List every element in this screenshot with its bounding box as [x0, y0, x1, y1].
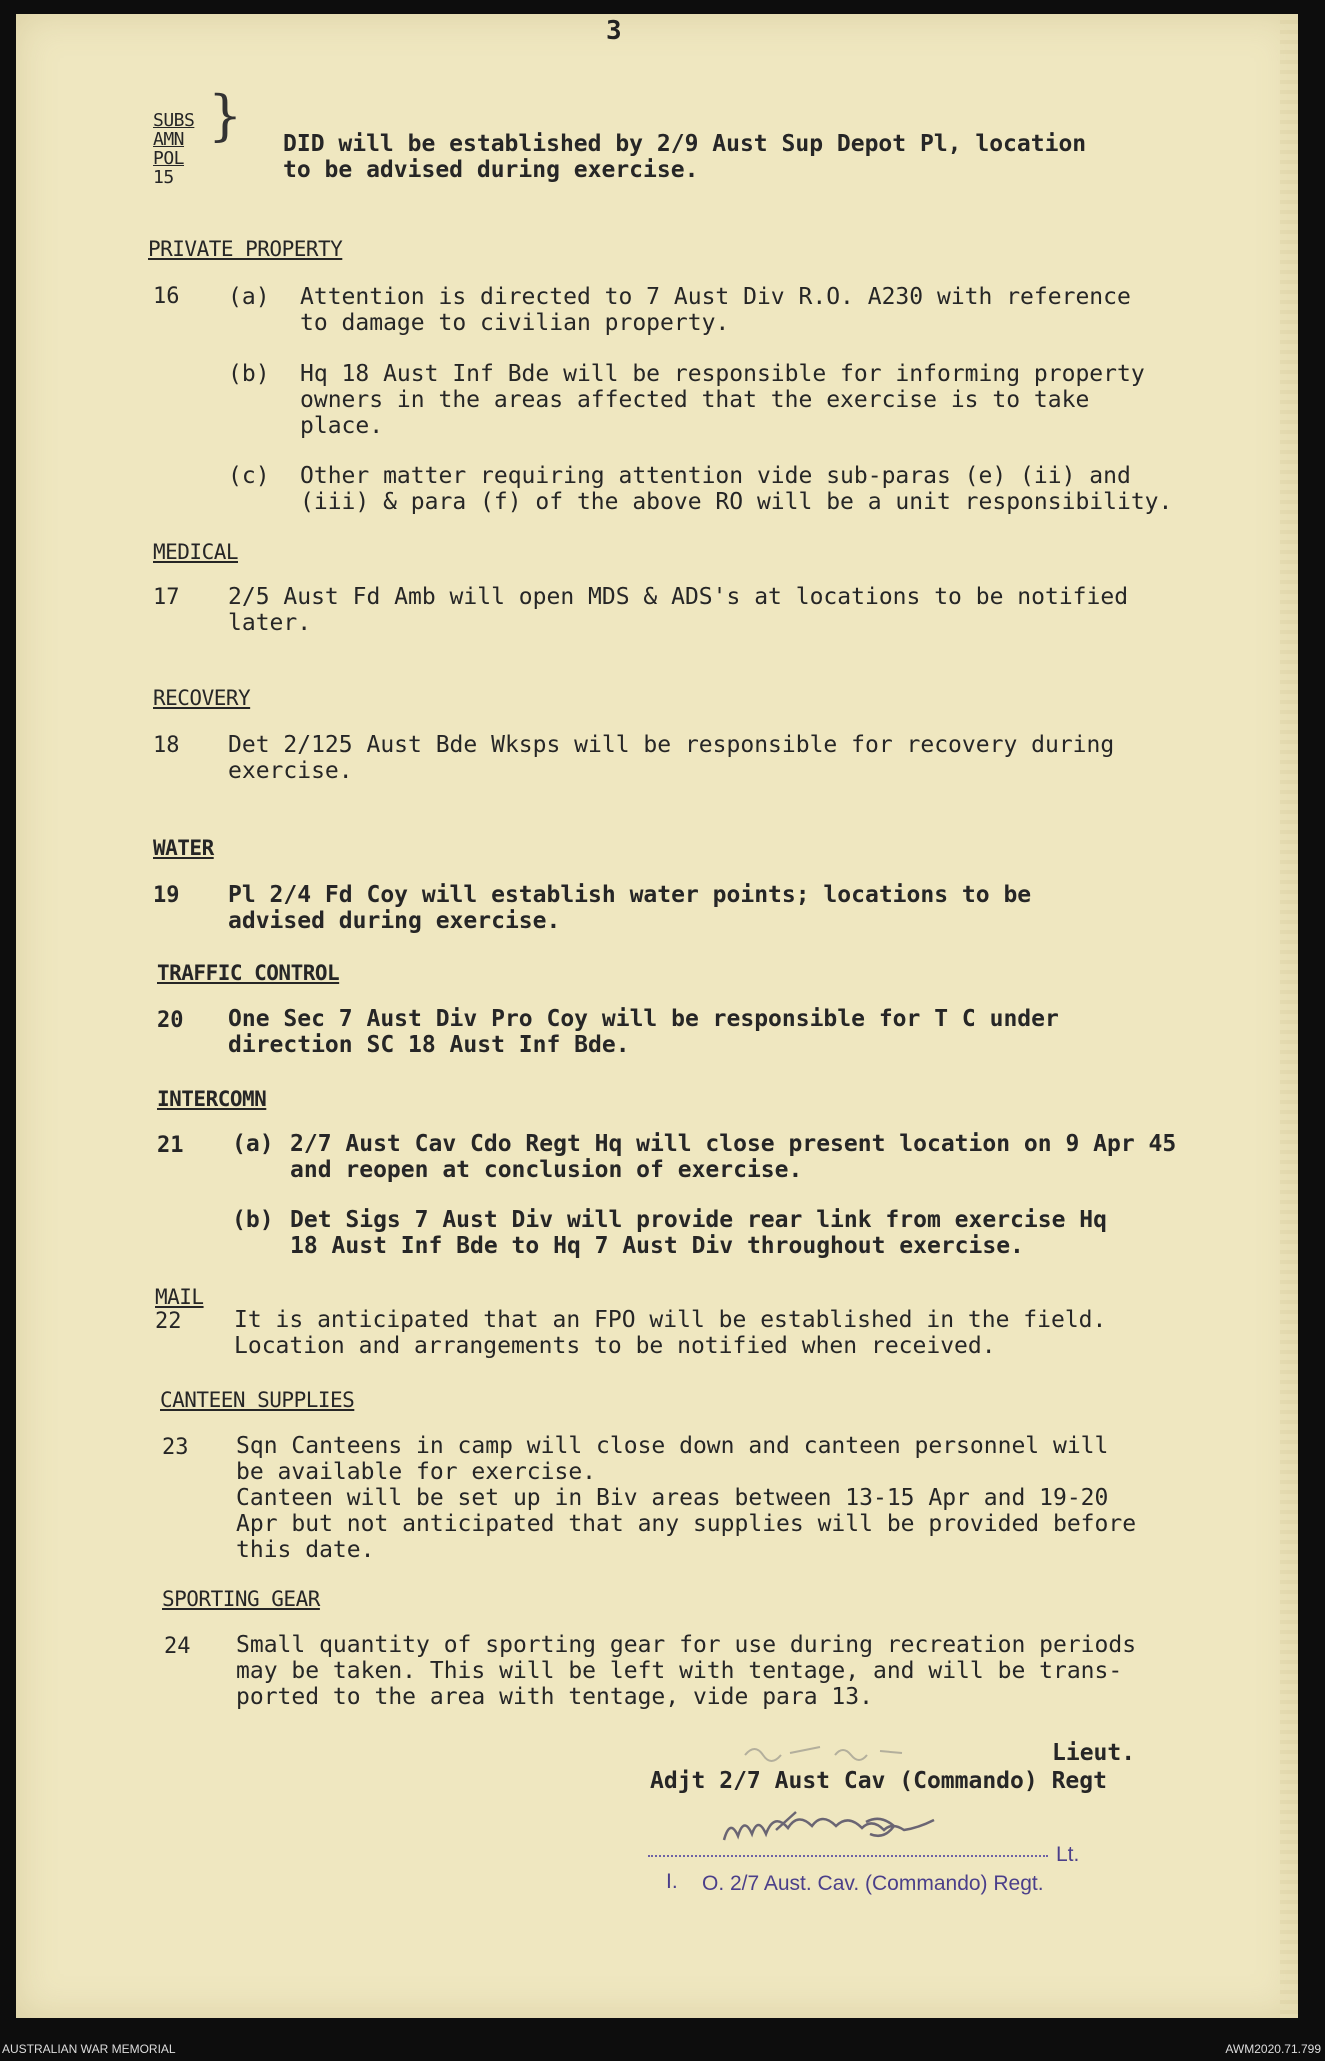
para-18-line-2: exercise. — [228, 758, 353, 784]
signature-appointment: Adjt 2/7 Aust Cav (Commando) Regt — [650, 1768, 1107, 1794]
heading-sporting-gear: SPORTING GEAR — [162, 1587, 320, 1611]
footer-left: AUSTRALIAN WAR MEMORIAL — [2, 2042, 176, 2056]
heading-mail: MAIL — [155, 1285, 204, 1309]
handwritten-signature — [716, 1800, 966, 1860]
faint-signature — [740, 1735, 1000, 1765]
subs-margin-3: POL — [153, 148, 185, 169]
para-16a-line-2: to damage to civilian property. — [300, 310, 730, 336]
para-24-line-2: may be taken. This will be left with tentage, and will be trans- — [236, 1658, 1123, 1684]
subs-margin-2: AMN — [153, 129, 185, 150]
para-19-line-2: advised during exercise. — [228, 908, 561, 934]
footer-right: AWM2020.71.799 — [1225, 2042, 1321, 2056]
para-number-16: 16 — [153, 284, 180, 309]
para-24-line-3: ported to the area with tentage, vide para 13. — [236, 1684, 873, 1710]
para-23-line-2: be available for exercise. — [236, 1459, 597, 1485]
para-20-line-2: direction SC 18 Aust Inf Bde. — [228, 1032, 630, 1058]
sub-label-16a: (a) — [228, 284, 270, 310]
para-16c-line-1: Other matter requiring attention vide sub-paras (e) (ii) and — [300, 463, 1131, 489]
para-16a-line-1: Attention is directed to 7 Aust Div R.O. A230 with reference — [300, 284, 1131, 310]
para-21a-line-2: and reopen at conclusion of exercise. — [290, 1157, 803, 1183]
para-number-20: 20 — [157, 1008, 184, 1033]
para-number-23: 23 — [162, 1435, 189, 1460]
sub-label-16c: (c) — [228, 463, 270, 489]
heading-medical: MEDICAL — [153, 540, 239, 564]
para-21b-line-1: Det Sigs 7 Aust Div will provide rear link from exercise Hq — [290, 1207, 1107, 1233]
stamp-signature-line — [648, 1855, 1048, 1857]
para-number-19: 19 — [153, 883, 180, 908]
para-17-line-2: later. — [228, 610, 312, 636]
stamp-text: O. 2/7 Aust. Cav. (Commando) Regt. — [702, 1872, 1044, 1895]
para-number-24: 24 — [164, 1634, 191, 1659]
page-number: 3 — [606, 16, 622, 46]
para-23-line-5: this date. — [236, 1537, 375, 1563]
sub-label-21b: (b) — [232, 1207, 274, 1233]
subs-margin-1: SUBS — [153, 110, 195, 131]
stamp-suffix: Lt. — [1056, 1843, 1080, 1866]
para-18-line-1: Det 2/125 Aust Bde Wksps will be responsible for recovery during — [228, 732, 1115, 758]
para-23-line-1: Sqn Canteens in camp will close down and canteen personnel will — [236, 1433, 1109, 1459]
para-21b-line-2: 18 Aust Inf Bde to Hq 7 Aust Div throughout exercise. — [290, 1233, 1024, 1259]
stamp-prefix: I. — [666, 1870, 678, 1893]
para-number-18: 18 — [153, 733, 180, 758]
para-17-line-1: 2/5 Aust Fd Amb will open MDS & ADS's at locations to be notified — [228, 584, 1129, 610]
para-24-line-1: Small quantity of sporting gear for use during recreation periods — [236, 1632, 1137, 1658]
para-23-line-4: Apr but not anticipated that any supplies will be provided before — [236, 1511, 1137, 1537]
heading-private-property: PRIVATE PROPERTY — [148, 237, 343, 261]
para-number-21: 21 — [157, 1133, 184, 1158]
para-21a-line-1: 2/7 Aust Cav Cdo Regt Hq will close present location on 9 Apr 45 — [290, 1131, 1177, 1157]
heading-intercomn: INTERCOMN — [157, 1087, 267, 1111]
heading-water: WATER — [153, 836, 214, 860]
para-16b-line-1: Hq 18 Aust Inf Bde will be responsible for informing property — [300, 361, 1145, 387]
para-16b-line-3: place. — [300, 413, 384, 439]
paper-edge — [1280, 14, 1298, 2018]
subs-line-1: DID will be established by 2/9 Aust Sup Depot Pl, location — [283, 131, 1087, 157]
para-number-17: 17 — [153, 585, 180, 610]
brace-mark: } — [208, 84, 243, 147]
para-20-line-1: One Sec 7 Aust Div Pro Coy will be responsible for T C under — [228, 1006, 1059, 1032]
sub-label-21a: (a) — [232, 1131, 274, 1157]
para-22-line-1: It is anticipated that an FPO will be established in the field. — [234, 1307, 1107, 1333]
sub-label-16b: (b) — [228, 361, 270, 387]
heading-traffic-control: TRAFFIC CONTROL — [157, 961, 340, 985]
para-19-line-1: Pl 2/4 Fd Coy will establish water points; locations to be — [228, 882, 1032, 908]
heading-recovery: RECOVERY — [153, 686, 251, 710]
para-16b-line-2: owners in the areas affected that the exercise is to take — [300, 387, 1090, 413]
subs-margin-4: 15 — [153, 167, 174, 188]
para-number-22: 22 — [155, 1309, 182, 1334]
subs-line-2: to be advised during exercise. — [283, 157, 699, 183]
heading-canteen-supplies: CANTEEN SUPPLIES — [160, 1388, 355, 1412]
para-23-line-3: Canteen will be set up in Biv areas between 13-15 Apr and 19-20 — [236, 1485, 1109, 1511]
para-22-line-2: Location and arrangements to be notified when received. — [234, 1333, 996, 1359]
para-16c-line-2: (iii) & para (f) of the above RO will be a unit responsibility. — [300, 489, 1173, 515]
signature-rank: Lieut. — [1052, 1740, 1136, 1766]
